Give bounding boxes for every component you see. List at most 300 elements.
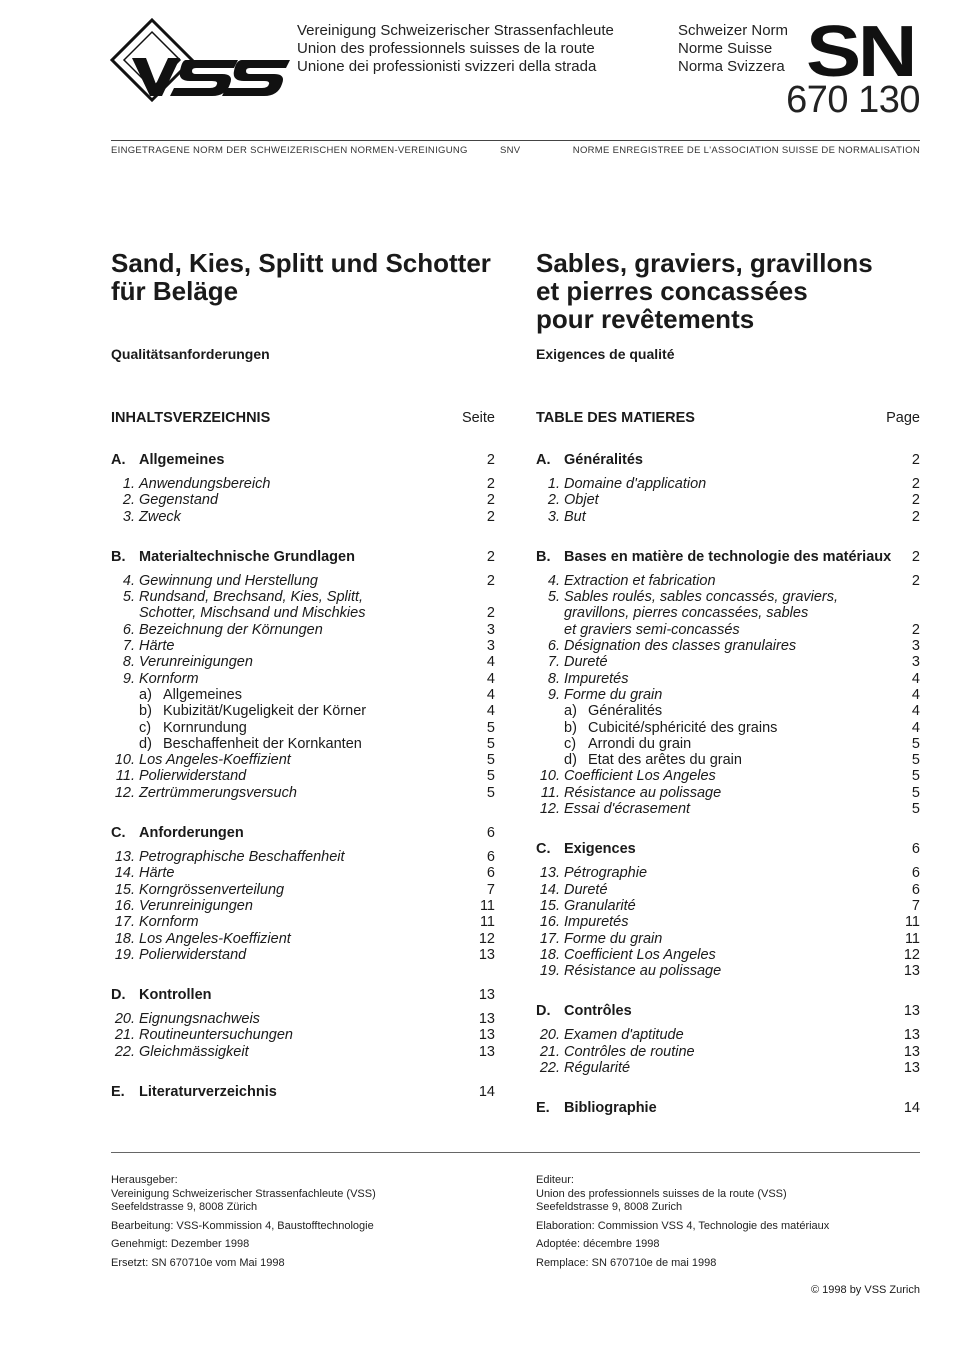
title-de-line-2: für Beläge [111,276,239,306]
toc-entry-page: 2 [486,508,495,525]
toc-entry-title: Domaine d'application [564,476,707,492]
toc-entry-number-spacer [536,752,564,768]
toc-entry-letter: b) [564,719,577,736]
toc-entry-number: 3. [122,508,135,525]
toc-entry-page: 2 [486,572,495,589]
toc-entry-number: 14. [114,865,135,882]
toc-entry [111,865,495,881]
toc-items [536,1027,920,1076]
toc-entry [536,801,920,817]
toc-entry-title: Zweck [139,508,181,525]
toc-entry-number: 1. [122,476,135,492]
toc-entry-label [111,476,270,492]
toc-section-page: 13 [903,1003,920,1020]
toc-entry-number: 20. [539,1027,560,1044]
toc-entry-title: Résistance au polissage [564,963,722,980]
toc-section-title: Généralités [564,452,643,468]
toc-section-letter: B. [536,548,551,565]
toc-entry-title: Régularité [564,1060,631,1077]
toc-entry-number: 2. [547,492,560,509]
toc-section-title: Literaturverzeichnis [139,1084,277,1101]
toc-entry [536,492,920,508]
toc-entry [111,1044,495,1060]
toc-entry-label [111,1044,249,1060]
vss-logo-icon [110,18,290,102]
toc-entry [111,671,495,687]
toc-section-title: Anforderungen [139,825,244,842]
footer-fr [536,1174,920,1275]
toc-de [111,410,495,1101]
toc-entry [111,573,495,589]
toc-entry-number: 21. [114,1027,135,1044]
toc-entry-title: Polierwiderstand [139,768,247,785]
toc-entry-number: 13. [114,849,135,866]
toc-entry-page: 6 [486,849,495,866]
toc-entry-title: Eignungsnachweis [139,1011,260,1028]
toc-entry-label [111,1011,260,1027]
toc-page-label: Seite [461,410,495,426]
toc-section-letter: B. [111,548,126,565]
toc-entry-number: 18. [539,946,560,963]
toc-heading: TABLE DES MATIERES [536,410,695,426]
toc-entry [111,720,495,736]
toc-entry-page: 13 [903,1027,920,1044]
toc-entry-title: Zertrümmerungsversuch [139,784,297,801]
toc-entry-label [111,703,366,719]
toc-section-label [536,549,891,566]
toc-entry-page: 2 [911,572,920,589]
toc-entry-page: 3 [911,638,920,655]
toc-entry-label [536,865,647,881]
toc-entry [536,654,920,670]
toc-entry [536,687,920,703]
toc-entry-label [111,785,297,801]
toc-header [536,410,920,428]
toc-entry-page: 3 [486,621,495,638]
toc-entry-number: 22. [539,1060,560,1077]
toc-page-label: Page [886,410,920,426]
toc-entry-number: 10. [539,768,560,785]
toc-entry-number: 14. [539,881,560,898]
toc-entry [536,865,920,881]
toc-entry-letter: a) [564,703,577,720]
toc-entry-page: 11 [904,930,920,947]
toc-entry-title: Gewinnung und Herstellung [139,572,318,589]
toc-section-letter: D. [111,987,126,1004]
toc-entry-number: 10. [114,752,135,769]
toc-entry-label [111,736,362,752]
toc-entry-label [536,638,796,654]
org-name-it: Unione dei professionisti svizzeri della strada [297,58,597,75]
toc-entry-number: 12. [539,801,560,818]
toc-entry [536,638,920,654]
toc-section-page: 2 [911,548,920,565]
toc-entry-title: Kornform [139,914,199,931]
toc-entry [536,1060,920,1076]
toc-entry-page: 13 [478,1027,495,1044]
toc-entry-label [111,638,174,654]
toc-section [111,825,495,842]
toc-entry-label [111,849,345,865]
toc-entry-letter: d) [564,752,577,769]
toc-entry [111,492,495,508]
toc-entry-number: 5. [547,589,560,606]
publisher-name: Union des professionnels suisses de la route (VSS) [536,1187,787,1200]
publisher-address: Seefeldstrasse 9, 8008 Zurich [536,1201,683,1213]
footer-de [111,1174,511,1275]
toc-entry-label [536,947,716,963]
toc-entry-page: 12 [903,946,920,963]
toc-entry-label [536,801,690,817]
toc-entry-number [111,605,139,621]
approval-note: Adoptée: décembre 1998 [536,1238,660,1250]
toc-entry-page: 5 [911,752,920,769]
toc-entry-page: 11 [904,914,920,931]
toc-entry-label [111,605,365,621]
toc-entry-number: 2. [122,492,135,509]
toc-entry-title: Los Angeles-Koeffizient [139,930,291,947]
toc-entry [111,736,495,752]
toc-entry-number: 3. [547,508,560,525]
toc-entry-label [536,589,838,605]
toc-entry-number: 17. [114,914,135,931]
toc-entry-number: 21. [539,1043,560,1060]
toc-entry-number: 15. [539,897,560,914]
toc-entry-number: 8. [547,670,560,687]
toc-entry [536,882,920,898]
editing-note: Bearbeitung: VSS-Kommission 4, Baustofftechnologie [111,1219,374,1232]
toc-section-letter: C. [111,825,126,842]
toc-entry [536,622,920,638]
toc-section-label [111,825,244,842]
toc-entry [111,622,495,638]
toc-entry-title: Bezeichnung der Körnungen [139,621,323,638]
toc-entry-number: 13. [539,865,560,882]
toc-entry-label [111,509,181,525]
toc-entry [111,882,495,898]
toc-entry-label [111,931,291,947]
approval-note: Genehmigt: Dezember 1998 [111,1238,250,1250]
toc-entry-number: 8. [122,654,135,671]
toc-entry-label [111,492,218,508]
toc-entry-title: Cubicité/sphéricité des grains [588,719,778,736]
toc-section-page: 2 [911,452,920,468]
toc-entry-title: Généralités [588,703,663,720]
toc-entry-number [536,622,564,638]
toc-items [111,573,495,801]
toc-entry-title: Härte [139,638,175,655]
toc-entry [111,914,495,930]
toc-entry-label [111,671,199,687]
toc-section-page: 14 [478,1084,495,1101]
toc-heading: INHALTSVERZEICHNIS [111,410,271,426]
toc-entry-page: 2 [911,492,920,509]
toc-entry-label [536,736,691,752]
toc-entry-title: Contrôles de routine [564,1043,695,1060]
footer-divider [111,1152,920,1153]
copyright: © 1998 by VSS Zurich [811,1284,920,1296]
toc-entry-title: Härte [139,865,175,882]
toc-entry-title: Anwendungsbereich [139,476,271,492]
toc-entry-page: 5 [911,768,920,785]
publisher-name: Vereinigung Schweizerischer Strassenfachleute (VSS) [111,1187,376,1200]
organisation-names [297,22,614,76]
toc-entry [536,605,920,621]
toc-entry-page: 13 [478,1011,495,1028]
toc-items [111,1011,495,1060]
toc-entry-page: 2 [486,492,495,509]
toc-entry [111,509,495,525]
toc-section-letter: E. [111,1084,125,1101]
toc-entry [536,1044,920,1060]
toc-entry-page: 11 [479,897,495,914]
toc-entry-title: Kornrundung [163,719,247,736]
toc-entry-page: 2 [911,476,920,492]
toc-entry-label [536,931,662,947]
toc-section-letter: C. [536,841,551,858]
toc-entry-number: 7. [547,654,560,671]
toc-entry-page: 3 [486,638,495,655]
toc-entry-number: 20. [114,1011,135,1028]
toc-entry-title: Petrographische Beschaffenheit [139,849,345,866]
toc-entry-number: 9. [547,686,560,703]
toc-entry-page: 6 [486,865,495,882]
toc-entry-page: 4 [911,686,920,703]
toc-entry-title: Forme du grain [564,930,663,947]
toc-section-label [536,452,643,469]
toc-entry-label [536,963,721,979]
replaces-note: Ersetzt: SN 670710e vom Mai 1998 [111,1256,285,1269]
toc-entry-label [536,476,706,492]
toc-section-letter: A. [111,452,126,468]
toc-entry-title: Rundsand, Brechsand, Kies, Splitt, [139,589,364,606]
org-name-de: Vereinigung Schweizerischer Strassenfachleute [297,22,614,39]
toc-entry-label [536,654,608,670]
header-divider [111,140,920,141]
toc-entry-page: 3 [911,654,920,671]
toc-entry-number: 16. [114,897,135,914]
subtitle-fr: Exigences de qualité [536,346,675,362]
toc-entry [111,768,495,784]
toc-section [536,1100,920,1117]
toc-entry-number-spacer [536,703,564,719]
toc-section-letter: A. [536,452,551,468]
toc-entry [111,898,495,914]
toc-entry-label [111,882,284,898]
toc-entry-title: Pétrographie [564,865,648,882]
toc-entry-label [111,687,242,703]
publisher-label: Editeur: [536,1174,574,1186]
toc-entry-title: Coefficient Los Angeles [564,946,716,963]
toc-items [536,865,920,979]
toc-entry-title: Forme du grain [564,686,663,703]
norm-label-de: Schweizer Norm [678,22,789,39]
toc-entry-label [536,671,628,687]
toc-entry [536,768,920,784]
toc-items [111,476,495,525]
toc-entry [536,914,920,930]
norm-number: 670 130 [786,79,920,121]
toc-items [536,573,920,817]
toc-section-title: Contrôles [564,1003,632,1020]
toc-entry-page: 5 [486,784,495,801]
toc-section-label [111,549,355,566]
toc-entry-number: 6. [547,638,560,655]
toc-entry-page: 2 [911,508,920,525]
toc-section-page: 14 [903,1100,920,1117]
toc-entry-page: 4 [911,719,920,736]
toc-items [111,849,495,963]
toc-entry-title: Gleichmässigkeit [139,1043,249,1060]
toc-entry-number-spacer [111,736,139,752]
toc-entry-number: 15. [114,881,135,898]
title-de-line-1: Sand, Kies, Splitt und Schotter [111,248,491,278]
toc-entry-number: 4. [122,572,135,589]
toc-entry-page: 5 [911,735,920,752]
toc-entry-label [111,865,174,881]
toc-entry-page: 5 [486,719,495,736]
toc-entry [111,703,495,719]
toc-entry [536,898,920,914]
toc-entry-title: Routineuntersuchungen [139,1027,293,1044]
toc-entry-page: 4 [486,670,495,687]
toc-entry-number: 16. [539,914,560,931]
toc-entry-number: 17. [539,930,560,947]
toc-entry-page: 5 [486,768,495,785]
toc-section-page: 2 [486,452,495,468]
toc-entry-number: 11. [115,768,135,785]
toc-items [536,476,920,525]
toc-entry-label [111,768,246,784]
toc-entry-label [536,573,716,589]
toc-entry-label [536,720,777,736]
toc-entry-title: Impuretés [564,670,629,687]
toc-entry [536,947,920,963]
toc-section-page: 6 [911,841,920,858]
toc-entry-title: Dureté [564,654,608,671]
toc-section-title: Allgemeines [139,452,225,468]
toc-entry-title: Examen d'aptitude [564,1027,684,1044]
toc-entry-label [536,914,628,930]
toc-entry-title: Etat des arêtes du grain [588,752,742,769]
toc-entry [536,589,920,605]
toc-entry [111,931,495,947]
toc-section [536,452,920,469]
toc-section-title: Kontrollen [139,987,212,1004]
toc-entry-title: Arrondi du grain [588,735,692,752]
toc-entry-label [536,785,721,801]
toc-entry-letter: b) [139,703,152,720]
toc-entry-title: Résistance au polissage [564,784,722,801]
toc-entry-page: 13 [903,1043,920,1060]
toc-entry-label [111,898,253,914]
toc-section-label [536,841,636,858]
toc-entry-number-spacer [111,687,139,703]
toc-entry-title: et graviers semi-concassés [564,621,740,638]
toc-entry [111,1011,495,1027]
toc-section [111,1084,495,1101]
toc-entry-title: Beschaffenheit der Kornkanten [163,735,362,752]
toc-entry-title: Kornform [139,670,199,687]
toc-entry [111,849,495,865]
toc-section-label [111,987,212,1004]
toc-section-letter: E. [536,1100,550,1117]
toc-entry [111,1027,495,1043]
registration-left: EINGETRAGENE NORM DER SCHWEIZERISCHEN NORMEN-VEREINIGUNG [111,145,468,156]
toc-entry-number [536,605,564,621]
toc-entry [536,720,920,736]
subtitle-de: Qualitätsanforderungen [111,346,270,362]
toc-entry-label [536,605,808,621]
toc-entry-page: 4 [486,654,495,671]
toc-entry-label [536,752,742,768]
toc-entry-label [536,703,662,719]
toc-entry-page: 4 [486,686,495,703]
toc-entry [536,1027,920,1043]
norm-label-it: Norma Svizzera [678,58,785,75]
toc-section [111,549,495,566]
toc-entry-title: Impuretés [564,914,629,931]
toc-entry-title: Los Angeles-Koeffizient [139,752,291,769]
toc-entry-letter: c) [139,719,152,736]
toc-entry-label [111,914,199,930]
toc-section-page: 2 [486,548,495,565]
norm-labels [678,22,788,76]
toc-entry [536,736,920,752]
toc-entry-label [536,509,586,525]
toc-entry [111,605,495,621]
toc-entry [536,752,920,768]
toc-section-label [536,1003,632,1020]
toc-entry-number-spacer [111,720,139,736]
toc-entry-label [536,768,716,784]
toc-entry-label [111,947,246,963]
toc-section-label [111,452,224,469]
toc-entry [111,947,495,963]
toc-entry-page: 5 [911,784,920,801]
org-name-fr: Union des professionnels suisses de la route [297,40,595,57]
toc-entry-number: 12. [114,784,135,801]
toc-entry [536,476,920,492]
sn-logo: SN [806,12,915,92]
toc-entry-page: 13 [478,946,495,963]
toc-entry [111,687,495,703]
toc-section [536,1003,920,1020]
toc-entry-label [536,898,636,914]
toc-entry-number: 19. [114,946,135,963]
toc-entry-title: Verunreinigungen [139,654,253,671]
toc-entry-title: Sables roulés, sables concassés, graviers, [564,589,839,606]
toc-entry-number: 19. [539,963,560,980]
toc-entry-number: 18. [114,930,135,947]
toc-entry [111,638,495,654]
toc-section [536,841,920,858]
toc-entry-label [536,1060,630,1076]
toc-entry-number-spacer [111,703,139,719]
toc-entry [111,752,495,768]
toc-entry [536,785,920,801]
toc-entry-number: 7. [122,638,135,655]
toc-entry-label [111,720,247,736]
toc-entry-page: 13 [903,1060,920,1077]
toc-entry-letter: a) [139,686,152,703]
toc-entry [536,671,920,687]
toc-entry [111,589,495,605]
toc-entry-number: 6. [122,621,135,638]
toc-entry-page: 12 [478,930,495,947]
toc-entry-number: 22. [114,1043,135,1060]
toc-entry-label [536,687,662,703]
